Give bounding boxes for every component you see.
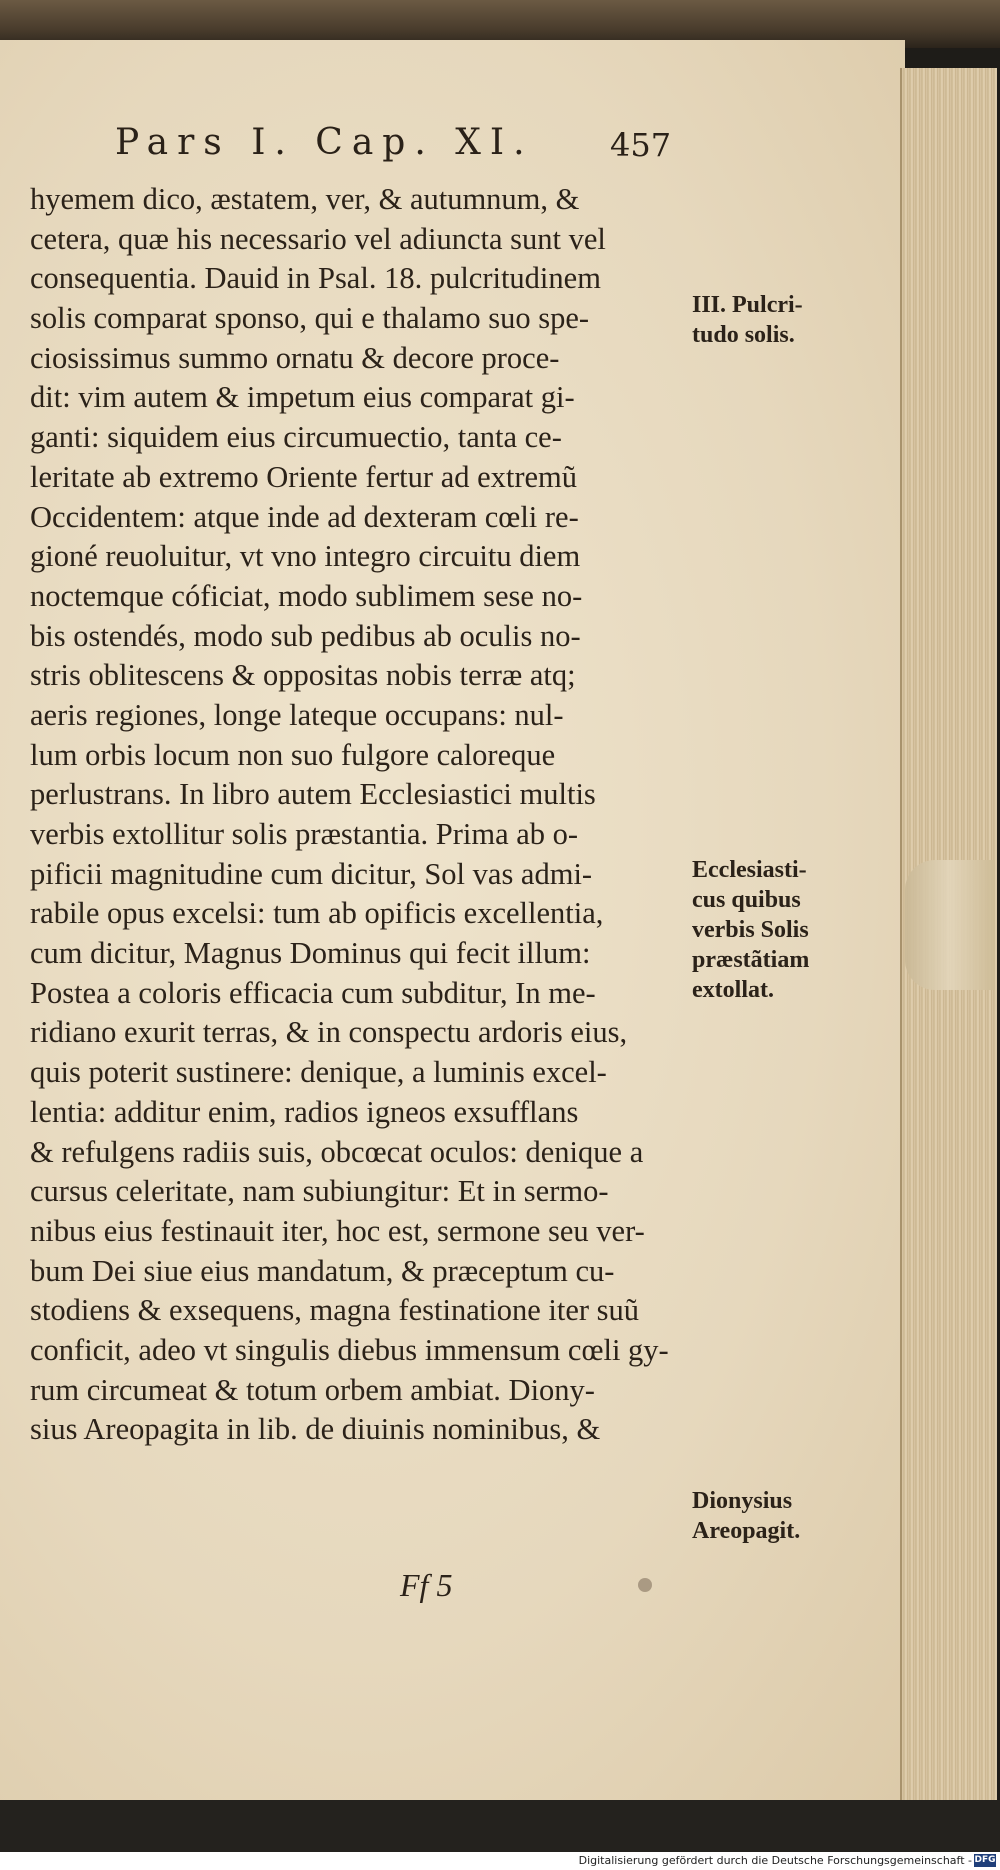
- text-line: nibus eius festinauit iter, hoc est, sermone seu ver-: [30, 1213, 645, 1248]
- text-line: Postea a coloris efficacia cum subditur, In me-: [30, 975, 596, 1010]
- text-line: dit: vim autem & impetum eius comparat gi-: [30, 380, 575, 415]
- text-line: ganti: siquidem eius circumuectio, tanta ce-: [30, 420, 562, 455]
- text-line: bis ostendés, modo sub pedibus ab oculis no-: [30, 618, 581, 653]
- text-line: pificii magnitudine cum dicitur, Sol vas admi-: [30, 856, 593, 891]
- text-line: rabile opus excelsi: tum ab opificis excellentia,: [30, 896, 604, 931]
- scan-bottom-edge: [0, 1800, 1000, 1852]
- text-line: cursus celeritate, nam subiungitur: Et in sermo-: [30, 1174, 609, 1209]
- marginal-line: præstãtiam: [692, 947, 810, 973]
- text-line: ciosissimus summo ornatu & decore proce-: [30, 340, 560, 375]
- text-line: bum Dei siue eius mandatum, & præceptum cu-: [30, 1253, 615, 1288]
- bookmark-ribbon: [905, 860, 995, 990]
- marginal-note-2: [692, 855, 809, 1005]
- marginal-line: III. Pulcri-: [692, 292, 803, 318]
- text-line: solis comparat sponso, qui e thalamo suo spe-: [30, 301, 590, 336]
- text-line: sius Areopagita in lib. de diuinis nominibus, &: [30, 1412, 601, 1447]
- text-line: conficit, adeo vt singulis diebus immensum cœli gy-: [30, 1332, 669, 1367]
- marginal-line: tudo solis.: [692, 322, 795, 348]
- marginal-line: extollat.: [692, 977, 774, 1003]
- marginal-note-3: [692, 1486, 800, 1546]
- text-line: leritate ab extremo Oriente fertur ad extremũ: [30, 459, 578, 494]
- text-line: & refulgens radiis suis, obcœcat oculos: denique a: [30, 1134, 644, 1169]
- text-line: cum dicitur, Magnus Dominus qui fecit illum:: [30, 936, 591, 971]
- dfg-logo: DFG: [974, 1855, 996, 1865]
- marginal-line: Ecclesiasti-: [692, 857, 807, 883]
- body-text: [30, 180, 685, 1450]
- text-line: gioné reuoluitur, vt vno integro circuitu diem: [30, 539, 581, 574]
- text-line: rum circumeat & totum orbem ambiat. Diony-: [30, 1372, 595, 1407]
- ink-spot: [638, 1578, 652, 1592]
- text-line: Occidentem: atque inde ad dexteram cœli re-: [30, 499, 579, 534]
- marginal-note-1: [692, 290, 803, 350]
- text-line: consequentia. Dauid in Psal. 18. pulcritudinem: [30, 261, 601, 296]
- text-line: lum orbis locum non suo fulgore caloreque: [30, 737, 556, 772]
- credit-bar: [0, 1852, 1000, 1870]
- marginal-line: cus quibus: [692, 887, 801, 913]
- text-line: lentia: additur enim, radios igneos exsufflans: [30, 1094, 579, 1129]
- running-head: [115, 120, 672, 170]
- running-title: Pars I. Cap. XI.: [115, 122, 534, 163]
- text-line: ridiano exurit terras, & in conspectu ardoris eius,: [30, 1015, 628, 1050]
- text-line: verbis extollitur solis præstantia. Prima ab o-: [30, 817, 579, 851]
- text-line: quis poterit sustinere: denique, a luminis excel-: [30, 1055, 607, 1090]
- text-line: noctemque cóficiat, modo sublimem sese no-: [30, 578, 583, 613]
- credit-text: Digitalisierung gefördert durch die Deutsche Forschungsgemeinschaft -: [578, 1854, 972, 1867]
- text-line: perlustrans. In libro autem Ecclesiastici multis: [30, 777, 596, 812]
- marginal-line: verbis Solis: [692, 917, 809, 943]
- marginal-line: Dionysius: [692, 1488, 793, 1514]
- text-line: cetera, quæ his necessario vel adiuncta sunt vel: [30, 221, 606, 256]
- page-number: 457: [610, 126, 672, 164]
- signature-mark: Ff 5: [400, 1567, 453, 1603]
- marginal-line: Areopagit.: [692, 1518, 801, 1544]
- text-line: stodiens & exsequens, magna festinatione iter suũ: [30, 1293, 640, 1328]
- text-line: stris oblitescens & oppositas nobis terræ atq;: [30, 658, 576, 693]
- text-line: hyemem dico, æstatem, ver, & autumnum, &: [30, 182, 580, 216]
- text-line: aeris regiones, longe lateque occupans: nul-: [30, 697, 564, 732]
